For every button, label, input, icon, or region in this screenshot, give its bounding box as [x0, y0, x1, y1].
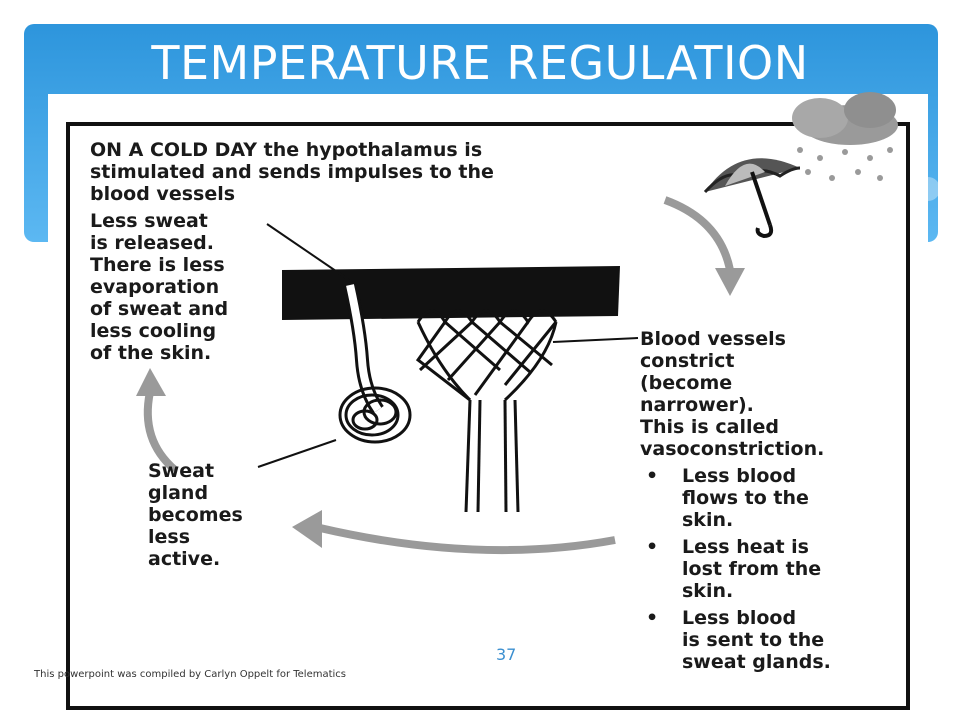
- footer-credit: This powerpoint was compiled by Carlyn Oppelt for Telematics: [34, 669, 347, 680]
- list-item: [640, 607, 905, 673]
- bullet-dot: •: [646, 607, 659, 629]
- sweat-gland-label: Sweat gland becomes less active.: [148, 460, 243, 570]
- page-number: 37: [496, 645, 517, 664]
- bullet-text: Less blood is sent to the sweat glands.: [682, 607, 831, 673]
- list-item: [640, 536, 905, 602]
- intro-text: [90, 139, 670, 205]
- bullet-dot: •: [646, 536, 659, 558]
- bullet-dot: •: [646, 465, 659, 487]
- umbrella-icon: [705, 158, 800, 236]
- blood-vessels-label: Blood vessels constrict (become narrower). This is called vasoconstriction.: [640, 328, 825, 460]
- intro-heading: ON A COLD DAY: [90, 139, 257, 161]
- bullet-text: Less heat is lost from the skin.: [682, 536, 822, 602]
- bullet-text: Less blood flows to the skin.: [682, 465, 809, 531]
- intro-body: the hypothalamus is stimulated and sends impulses to the blood vessels: [90, 139, 494, 205]
- sweat-label: Less sweat is released. There is less evaporation of sweat and less cooling of the skin.: [90, 210, 229, 364]
- rain-cloud-icon: [787, 92, 898, 181]
- slide-title: TEMPERATURE REGULATION: [151, 36, 809, 90]
- list-item: [640, 465, 905, 531]
- effects-list: [640, 465, 905, 678]
